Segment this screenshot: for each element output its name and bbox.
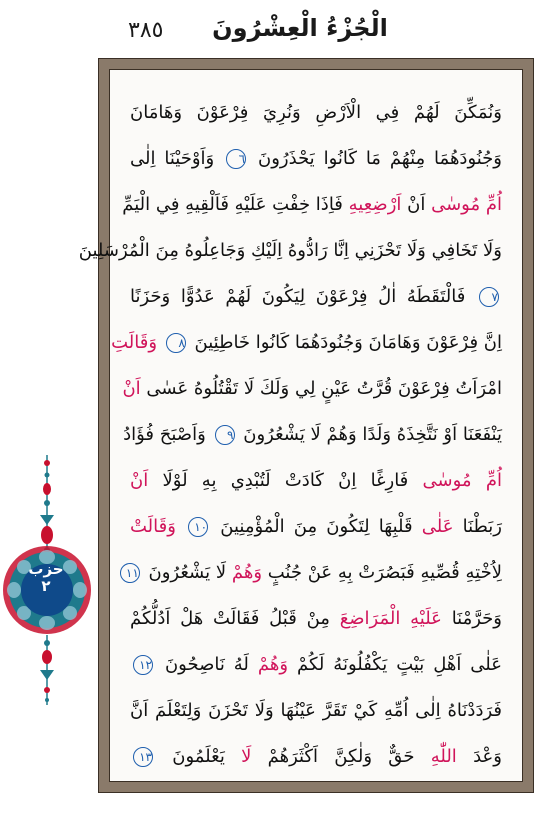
page-number: ٣٨٥ (128, 18, 164, 43)
verse-number-marker: ١٢ (133, 655, 153, 675)
text-line (111, 320, 502, 366)
text-frame (78, 58, 534, 793)
text-segment: فَالْتَقَطَهُ اٰلُ فِرْعَوْنَ لِيَكُونَ لَهُمْ عَدُوًّا وَحَزَنًا (130, 286, 466, 307)
juz-title: الْجُزْءُ الْعِشْرُونَ (212, 14, 388, 42)
text-segment: عَلٰى اَهْلِ بَيْتٍ يَكْفُلُونَهُ لَكُمْ (296, 654, 502, 675)
highlighted-text: عَلَيْهِ الْمَرَاضِعَ (339, 608, 442, 629)
text-segment: حَقٌّ وَلٰكِنَّ اَكْثَرَهُمْ (267, 746, 415, 767)
text-line (130, 90, 502, 136)
text-line (125, 550, 502, 596)
highlighted-text: وَهُمْ (257, 654, 289, 675)
quran-text (78, 90, 502, 767)
hizb-ornament (0, 455, 98, 705)
highlighted-text: اَرْضِعِيهِ (348, 194, 402, 215)
text-frame-inner (78, 69, 523, 782)
text-segment: رَبَطْنَا (462, 516, 502, 537)
highlighted-text: لَا (241, 746, 252, 767)
text-segment: وَنُمَكِّنَ لَهُمْ فِي الْاَرْضِ وَنُرِيَ فِرْعَوْنَ وَهَامَانَ (130, 102, 502, 123)
text-segment: اِنَّ فِرْعَوْنَ وَهَامَانَ وَجُنُودَهُمَا كَانُوا خَاطِئِينَ (194, 332, 502, 353)
highlighted-text: اُمِّ مُوسٰى (422, 470, 502, 491)
text-segment: قَلْبِهَا لِتَكُونَ مِنَ الْمُؤْمِنِينَ (220, 516, 413, 537)
verse-number-marker: ٧ (479, 287, 499, 307)
text-segment: لَا يَشْعُرُونَ (148, 562, 227, 583)
highlighted-text: اُمِّ مُوسٰى (431, 194, 502, 215)
text-line (122, 366, 502, 412)
hizb-label (18, 561, 74, 595)
text-line (122, 182, 502, 228)
hizb-number: ٢ (41, 577, 51, 595)
text-segment: وَحَرَّمْنَا (451, 608, 502, 629)
verse-number-marker: ٦ (226, 149, 246, 169)
text-segment: وَاَصْبَحَ فُؤَادُ (123, 424, 206, 445)
text-segment: وَلَا تَخَافِي وَلَا تَحْزَنِي اِنَّا رَادُّوهُ اِلَيْكِ وَجَاعِلُوهُ مِنَ الْمُرْسَلِينَ (78, 240, 502, 261)
text-segment: وَاَوْحَيْنَا اِلٰى (130, 148, 215, 169)
highlighted-text: عَلٰى (421, 516, 454, 537)
verse-number-marker: ١٠ (188, 517, 208, 537)
text-segment: لَهُ نَاصِحُونَ (164, 654, 249, 675)
text-segment: يَعْلَمُونَ (172, 746, 225, 767)
text-segment: فَاِذَا خِفْتِ عَلَيْهِ فَاَلْقِيهِ فِي الْيَمِّ (122, 194, 343, 215)
text-line (123, 412, 502, 458)
text-segment: فَارِغًا اِنْ كَادَتْ لَتُبْدِي بِهِ لَوْلَا (162, 470, 409, 491)
text-line (130, 596, 502, 642)
text-segment: وَعْدَ (473, 746, 502, 767)
hizb-word: حزب (28, 560, 64, 578)
highlighted-text: اَنْ (122, 378, 141, 399)
text-line (130, 458, 502, 504)
text-segment: يَنْفَعَنَا اَوْ نَتَّخِذَهُ وَلَدًا وَهُمْ لَا يَشْعُرُونَ (243, 424, 502, 445)
highlighted-text: اللّٰهِ (430, 746, 457, 767)
text-line (130, 688, 502, 734)
verse-number-marker: ١١ (120, 563, 140, 583)
verse-number-marker: ٩ (215, 425, 235, 445)
highlighted-text: وَقَالَتْ (130, 516, 176, 537)
highlighted-text: وَهُمْ (231, 562, 263, 583)
page-header (0, 0, 550, 58)
highlighted-text: وَقَالَتِ (111, 332, 158, 353)
verse-number-marker: ٨ (166, 333, 186, 353)
text-segment: امْرَاَتُ فِرْعَوْنَ قُرَّتُ عَيْنٍ لِي وَلَكَ لَا تَقْتُلُوهُ عَسٰى (146, 378, 502, 399)
text-line (78, 228, 502, 274)
verse-number-marker: ١٣ (133, 747, 153, 767)
text-line (130, 136, 502, 182)
text-segment: وَجُنُودَهُمَا مِنْهُمْ مَا كَانُوا يَحْذَرُونَ (258, 148, 502, 169)
text-line (130, 642, 502, 688)
highlighted-text: اَنْ (130, 470, 149, 491)
text-line (130, 504, 502, 550)
text-segment: لِاُخْتِهِ قُصِّيهِ فَبَصُرَتْ بِهِ عَنْ جُنُبٍ (267, 562, 502, 583)
text-segment: اَنْ (407, 194, 426, 215)
text-segment: فَرَدَدْنَاهُ اِلٰى اُمِّهِ كَيْ تَقَرَّ عَيْنُهَا وَلَا تَحْزَنَ وَلِتَعْلَمَ اَنَّ (130, 700, 502, 721)
text-line (130, 734, 502, 780)
text-segment: مِنْ قَبْلُ فَقَالَتْ هَلْ اَدُلُّكُمْ (130, 608, 330, 629)
text-line (130, 274, 502, 320)
